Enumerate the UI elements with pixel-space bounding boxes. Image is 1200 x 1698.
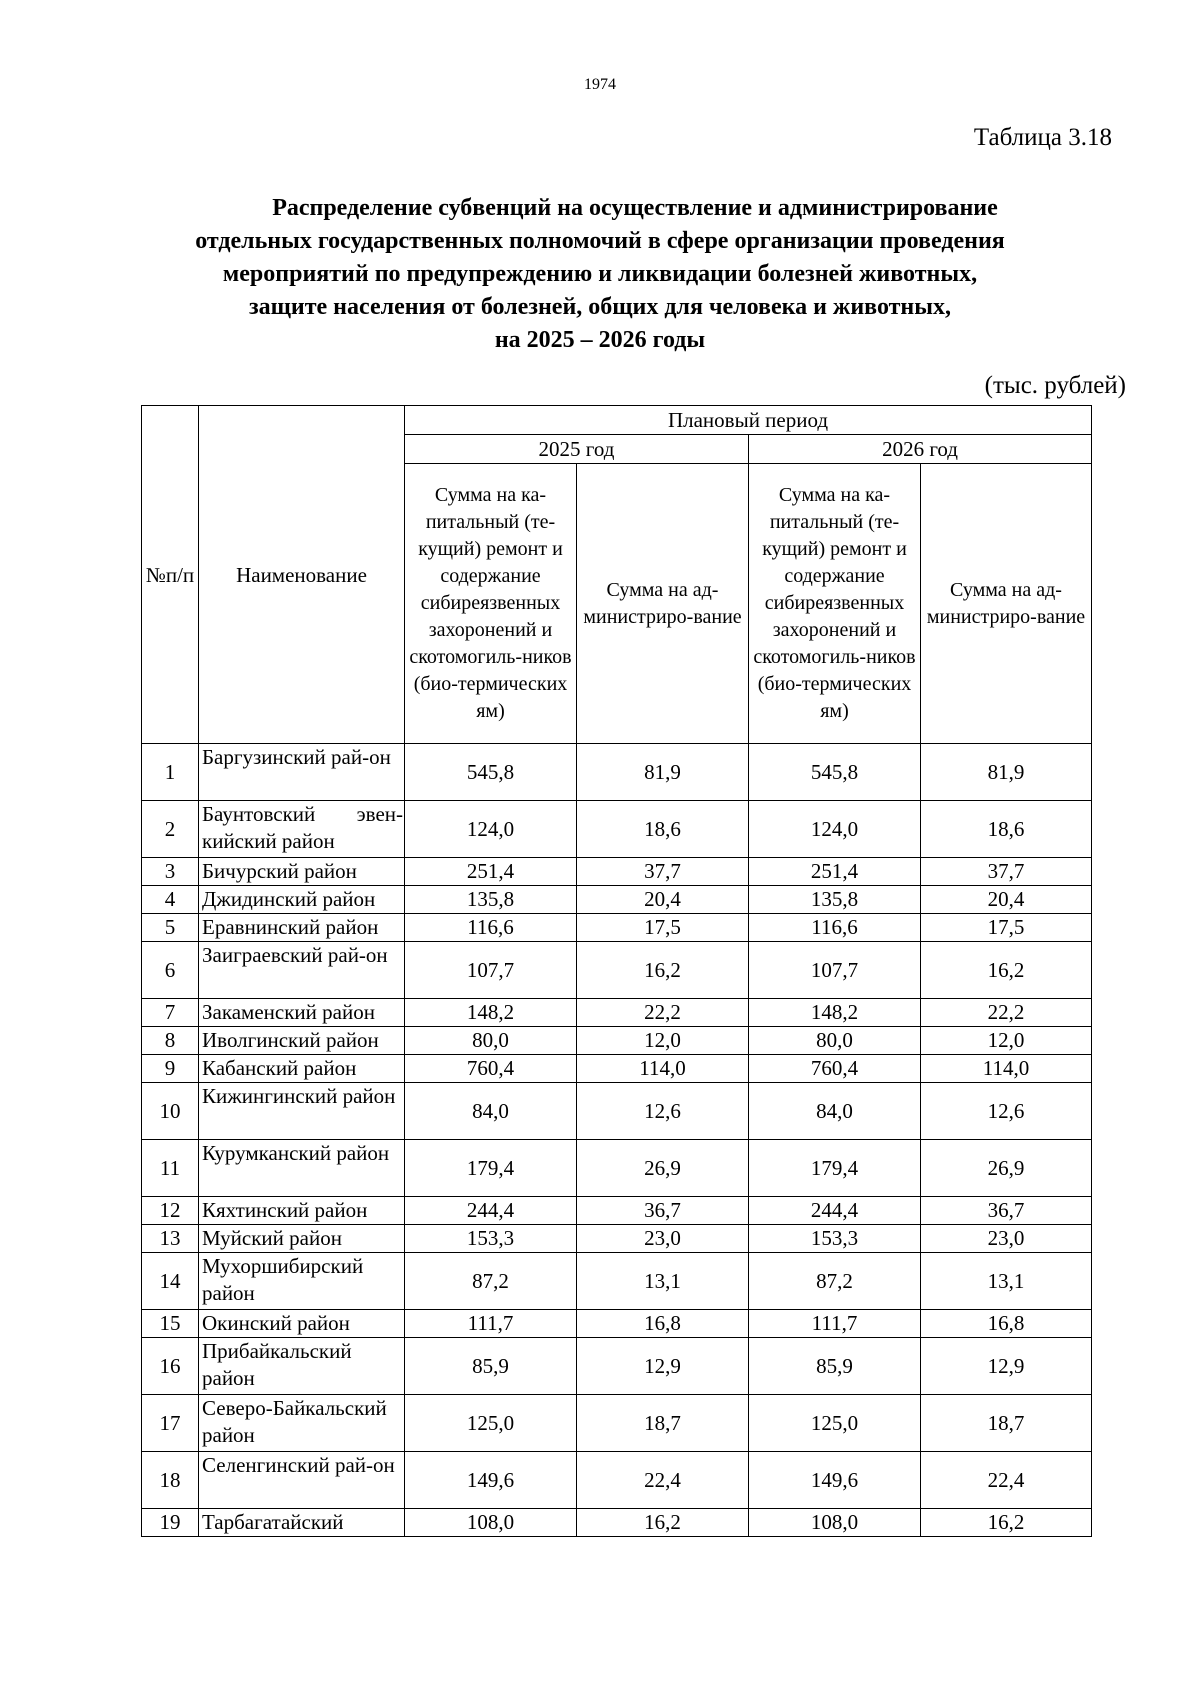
admin-2025-cell: 22,4: [577, 1452, 749, 1509]
admin-2025-cell: 18,6: [577, 801, 749, 858]
header-planned-period: Плановый период: [405, 406, 1092, 435]
district-name-cell: Баргузинский рай-он: [199, 744, 405, 801]
district-name-cell: Северо-Байкальский район: [199, 1395, 405, 1452]
repair-2025-cell: 135,8: [405, 886, 577, 914]
repair-2025-cell: 545,8: [405, 744, 577, 801]
admin-2025-cell: 81,9: [577, 744, 749, 801]
repair-2026-cell: 760,4: [749, 1055, 921, 1083]
repair-2025-cell: 80,0: [405, 1027, 577, 1055]
table-body: [142, 744, 1092, 1537]
district-name-cell: Прибайкальский район: [199, 1338, 405, 1395]
repair-2025-cell: 87,2: [405, 1253, 577, 1310]
admin-2026-cell: 12,0: [921, 1027, 1092, 1055]
row-number-cell: 11: [142, 1140, 199, 1197]
repair-2025-cell: 153,3: [405, 1225, 577, 1253]
table-row: [142, 1225, 1092, 1253]
repair-2026-cell: 107,7: [749, 942, 921, 999]
repair-2026-cell: 179,4: [749, 1140, 921, 1197]
row-number-cell: 13: [142, 1225, 199, 1253]
admin-2026-cell: 16,8: [921, 1310, 1092, 1338]
repair-2026-cell: 153,3: [749, 1225, 921, 1253]
repair-2025-cell: 149,6: [405, 1452, 577, 1509]
table-row: [142, 1140, 1092, 1197]
repair-2026-cell: 111,7: [749, 1310, 921, 1338]
admin-2026-cell: 81,9: [921, 744, 1092, 801]
district-name-cell: Иволгинский район: [199, 1027, 405, 1055]
repair-2025-cell: 760,4: [405, 1055, 577, 1083]
header-name: Наименование: [199, 406, 405, 744]
district-name-cell: Тарбагатайский: [199, 1509, 405, 1537]
repair-2025-cell: 124,0: [405, 801, 577, 858]
row-number-cell: 7: [142, 999, 199, 1027]
row-number-cell: 10: [142, 1083, 199, 1140]
repair-2026-cell: 116,6: [749, 914, 921, 942]
repair-2026-cell: 148,2: [749, 999, 921, 1027]
admin-2025-cell: 17,5: [577, 914, 749, 942]
district-name-cell: Кяхтинский район: [199, 1197, 405, 1225]
admin-2025-cell: 37,7: [577, 858, 749, 886]
page-number: 1974: [584, 76, 616, 93]
table-row: [142, 1310, 1092, 1338]
repair-2026-cell: 149,6: [749, 1452, 921, 1509]
document-title: [120, 192, 1080, 357]
repair-2025-cell: 107,7: [405, 942, 577, 999]
table-row: [142, 942, 1092, 999]
repair-2026-cell: 251,4: [749, 858, 921, 886]
header-year-2026: 2026 год: [749, 435, 1092, 464]
district-name-cell: Бичурский район: [199, 858, 405, 886]
table-row: [142, 1083, 1092, 1140]
table-row: [142, 801, 1092, 858]
admin-2025-cell: 12,9: [577, 1338, 749, 1395]
repair-2025-cell: 85,9: [405, 1338, 577, 1395]
admin-2025-cell: 12,6: [577, 1083, 749, 1140]
admin-2026-cell: 18,6: [921, 801, 1092, 858]
admin-2025-cell: 16,2: [577, 1509, 749, 1537]
title-line: отдельных государственных полномочий в сфере организации проведения: [195, 228, 1005, 254]
admin-2026-cell: 16,2: [921, 1509, 1092, 1537]
admin-2026-cell: 12,6: [921, 1083, 1092, 1140]
header-admin-2025: Сумма на ад-министриро-вание: [577, 464, 749, 744]
admin-2026-cell: 20,4: [921, 886, 1092, 914]
repair-2025-cell: 111,7: [405, 1310, 577, 1338]
table-row: [142, 1395, 1092, 1452]
row-number-cell: 12: [142, 1197, 199, 1225]
row-number-cell: 15: [142, 1310, 199, 1338]
table-row: [142, 1055, 1092, 1083]
repair-2025-cell: 244,4: [405, 1197, 577, 1225]
repair-2025-cell: 125,0: [405, 1395, 577, 1452]
table-row: [142, 999, 1092, 1027]
title-line: мероприятий по предупреждению и ликвидации болезней животных,: [222, 261, 978, 287]
row-number-cell: 2: [142, 801, 199, 858]
admin-2025-cell: 13,1: [577, 1253, 749, 1310]
title-line: защите населения от болезней, общих для человека и животных,: [249, 294, 951, 320]
admin-2026-cell: 16,2: [921, 942, 1092, 999]
admin-2025-cell: 20,4: [577, 886, 749, 914]
admin-2025-cell: 22,2: [577, 999, 749, 1027]
table-row: [142, 914, 1092, 942]
header-year-2025: 2025 год: [405, 435, 749, 464]
table-row: [142, 1253, 1092, 1310]
row-number-cell: 16: [142, 1338, 199, 1395]
repair-2026-cell: 80,0: [749, 1027, 921, 1055]
district-name-cell: Закаменский район: [199, 999, 405, 1027]
table-row: [142, 858, 1092, 886]
repair-2025-cell: 179,4: [405, 1140, 577, 1197]
row-number-cell: 1: [142, 744, 199, 801]
admin-2026-cell: 18,7: [921, 1395, 1092, 1452]
table-row: [142, 744, 1092, 801]
repair-2025-cell: 84,0: [405, 1083, 577, 1140]
admin-2025-cell: 23,0: [577, 1225, 749, 1253]
row-number-cell: 3: [142, 858, 199, 886]
admin-2025-cell: 26,9: [577, 1140, 749, 1197]
row-number-cell: 5: [142, 914, 199, 942]
repair-2026-cell: 135,8: [749, 886, 921, 914]
admin-2025-cell: 36,7: [577, 1197, 749, 1225]
repair-2026-cell: 244,4: [749, 1197, 921, 1225]
table-row: [142, 1027, 1092, 1055]
subventions-table: [141, 405, 1092, 1537]
units-label: (тыс. рублей): [984, 372, 1126, 399]
repair-2025-cell: 148,2: [405, 999, 577, 1027]
header-repair-2025: Сумма на ка-питальный (те-кущий) ремонт и содержание сибиреязвенных захоронений и скотомогиль-ников (био-термических ям): [405, 464, 577, 744]
admin-2026-cell: 22,4: [921, 1452, 1092, 1509]
table-row: [142, 1452, 1092, 1509]
district-name-cell: Мухоршибирский район: [199, 1253, 405, 1310]
admin-2025-cell: 16,8: [577, 1310, 749, 1338]
row-number-cell: 14: [142, 1253, 199, 1310]
district-name-cell: Заиграевский рай-он: [199, 942, 405, 999]
repair-2026-cell: 125,0: [749, 1395, 921, 1452]
admin-2025-cell: 114,0: [577, 1055, 749, 1083]
table-row: [142, 886, 1092, 914]
row-number-cell: 6: [142, 942, 199, 999]
admin-2026-cell: 17,5: [921, 914, 1092, 942]
repair-2026-cell: 84,0: [749, 1083, 921, 1140]
header-admin-2026: Сумма на ад-министриро-вание: [921, 464, 1092, 744]
admin-2026-cell: 26,9: [921, 1140, 1092, 1197]
district-name-cell: Окинский район: [199, 1310, 405, 1338]
admin-2026-cell: 114,0: [921, 1055, 1092, 1083]
district-name-cell: Кижингинский район: [199, 1083, 405, 1140]
table-row: [142, 1509, 1092, 1537]
admin-2026-cell: 23,0: [921, 1225, 1092, 1253]
admin-2026-cell: 22,2: [921, 999, 1092, 1027]
district-name-cell: Джидинский район: [199, 886, 405, 914]
district-name-cell: Баунтовский эвен-кийский район: [199, 801, 405, 858]
admin-2025-cell: 16,2: [577, 942, 749, 999]
row-number-cell: 9: [142, 1055, 199, 1083]
header-repair-2026: Сумма на ка-питальный (те-кущий) ремонт и содержание сибиреязвенных захоронений и скотомогиль-ников (био-термических ям): [749, 464, 921, 744]
repair-2025-cell: 251,4: [405, 858, 577, 886]
row-number-cell: 8: [142, 1027, 199, 1055]
row-number-cell: 19: [142, 1509, 199, 1537]
repair-2026-cell: 124,0: [749, 801, 921, 858]
repair-2025-cell: 116,6: [405, 914, 577, 942]
admin-2026-cell: 36,7: [921, 1197, 1092, 1225]
repair-2026-cell: 85,9: [749, 1338, 921, 1395]
district-name-cell: Кабанский район: [199, 1055, 405, 1083]
district-name-cell: Селенгинский рай-он: [199, 1452, 405, 1509]
admin-2026-cell: 37,7: [921, 858, 1092, 886]
row-number-cell: 4: [142, 886, 199, 914]
header-num: №п/п: [142, 406, 199, 744]
row-number-cell: 18: [142, 1452, 199, 1509]
admin-2026-cell: 13,1: [921, 1253, 1092, 1310]
repair-2026-cell: 545,8: [749, 744, 921, 801]
admin-2025-cell: 18,7: [577, 1395, 749, 1452]
district-name-cell: Курумканский район: [199, 1140, 405, 1197]
admin-2025-cell: 12,0: [577, 1027, 749, 1055]
title-line: на 2025 – 2026 годы: [494, 327, 706, 353]
table-row: [142, 1338, 1092, 1395]
repair-2025-cell: 108,0: [405, 1509, 577, 1537]
repair-2026-cell: 108,0: [749, 1509, 921, 1537]
admin-2026-cell: 12,9: [921, 1338, 1092, 1395]
repair-2026-cell: 87,2: [749, 1253, 921, 1310]
district-name-cell: Муйский район: [199, 1225, 405, 1253]
table-row: [142, 1197, 1092, 1225]
row-number-cell: 17: [142, 1395, 199, 1452]
district-name-cell: Еравнинский район: [199, 914, 405, 942]
table-label: Таблица 3.18: [973, 124, 1112, 151]
title-line: Распределение субвенций на осуществление и администрирование: [272, 195, 998, 221]
